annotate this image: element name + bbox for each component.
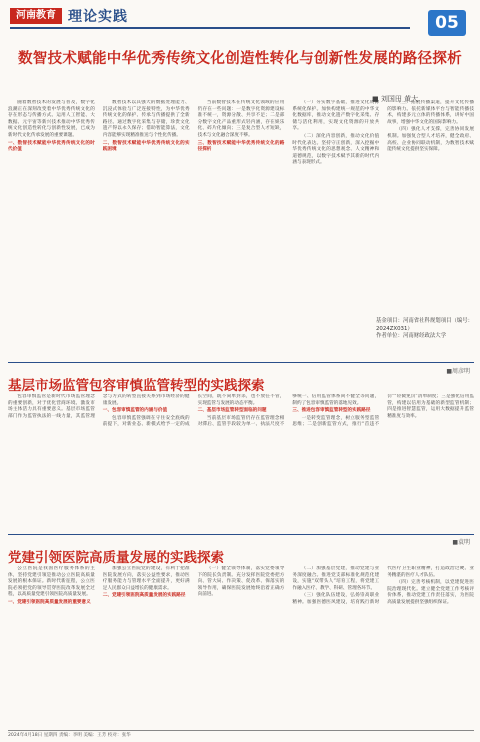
header-rule — [10, 27, 410, 29]
article1-title: 数智技术赋能中华优秀传统文化创造性转化与创新性发展的路径探析 — [18, 51, 462, 67]
article3-title: 党建引领医院高质量发展的实践探索 — [8, 550, 224, 566]
section-divider — [8, 362, 474, 363]
article2-source: ■周彦明 — [446, 368, 470, 375]
paragraph: （一）健全领导体制，落实党委领导下的院长负责制。充分发挥医院党委把方向、管大局、作决策、促改革、保落实的领导作用，确保医院发展始终沿着正确方向前进。 — [197, 566, 285, 598]
paragraph: 数智技术以其强大的数据处理能力、沉浸式体验与广泛连接特性，为中华优秀传统文化的保护、传承与传播提供了全新路径。通过数字化采集与存储，珍贵文化遗产得以永久保存；借助智能算法，文化内容能够实现精准推送与个性化传播。 — [102, 100, 190, 138]
subheading: 一、数智技术赋能中华优秀传统文化的时代价值 — [8, 140, 95, 153]
masthead — [0, 0, 480, 40]
newspaper-logo: 河南教育 — [10, 8, 62, 24]
paragraph: 一是转变监管理念，树立服务型监管思维；二是创新监管方式，推行“首违不罚”“轻微免罚”清单制度；三是强化信用监管，构建以信用为基础的新型监管机制；四是推进智慧监管，运用大数据提升监管精准度与效率。 — [292, 394, 474, 428]
article3-body — [8, 566, 474, 726]
section-title: 理论实践 — [68, 9, 128, 25]
subheading: 三、推进包容审慎监管转型的实践路径 — [292, 408, 371, 414]
paragraph: 包容审慎监管是新时代市场监管理念的重要创新，对于优化营商环境、激发市场主体活力具有重要意义。基层市场监管部门作为监管执法的一线力量，其监管理念与方式的转型直接关系到市场经济的健康发展。 — [8, 394, 190, 419]
subheading: 二、基层市场监管转型面临的问题 — [197, 408, 267, 414]
paragraph: 公立医院是我国医疗服务体系的主体，坚持党建引领是推动公立医院高质量发展的根本保证。新时代新征程，公立医院必须把党的领导贯穿医院改革发展全过程，以高质量党建引领医院高质量发展。 — [8, 566, 95, 598]
article1-body — [8, 100, 474, 348]
paragraph: （一）夯实数字基础，推进文化资源系统化保护。加快构建统一规范的中华文化数据库，推动文化遗产数字化采集、存储与活化利用，实现文化资源的开放共享。 — [292, 100, 380, 132]
paragraph: （二）加强基层党建，推动党建与业务深度融合。推进党支部标准化规范化建设，实施“双带头人”培育工程，将党建工作融入医疗、教学、科研、管理各环节。 — [292, 566, 380, 591]
paragraph: 加强公立医院党的建设，有利于把准医院发展方向，落实公益性要求，推动医疗服务能力与管理水平全面提升，更好满足人民群众日益增长的健康需求。 — [102, 566, 190, 591]
article1-author: ■ 刘国田 黄大 — [372, 95, 419, 103]
info-line: 基金项目：河南省社科规划项目（编号：2024ZX031） — [376, 318, 474, 332]
paragraph: （四）完善考核机制，以党建促进医院治理现代化。建立健全党建工作考核评价体系，推动党建工作责任落实，为医院高质量发展提供坚强组织保证。 — [387, 580, 474, 605]
info-line: 作者单位：河南财经政法大学 — [376, 333, 447, 340]
section-divider — [8, 534, 474, 535]
paragraph: （三）强化队伍建设，弘扬崇高职业精神。加强医德医风建设，培育践行新时代医疗卫生职业精神，打造政治过硬、业务精湛的医疗人才队伍。 — [292, 566, 474, 605]
paragraph: （二）深化内容创新，推动文化价值时代化表达。坚持守正创新，深入挖掘中华优秀传统文化的思想观念、人文精神和道德规范，以数字技术赋予其新的时代内涵与表现形式。 — [292, 133, 380, 166]
paragraph: 当前基层市场监管仍存在监管理念相对滞后、监管手段较为单一、执法尺度不够统一、信用监管体系尚不健全等问题，制约了包容审慎监管的落地见效。 — [197, 394, 380, 428]
paragraph: （三）拓展传播渠道，提升文化传播的影响力。依托新媒体平台与智能传播技术，构建多元立体的传播体系，讲好中国故事，增强中华文化的国际影响力。 — [387, 100, 474, 125]
paragraph: 包容审慎监管强调在守住安全底线的前提下，对新业态、新模式给予一定的成长空间，既不简单封杀，也不放任不管，实现监管与发展的动态平衡。 — [102, 394, 285, 428]
paragraph: 当前数智技术在传统文化领域的应用仍存在一些问题：一是数字化资源建设标准不统一，资源分散、共享不足；二是部分数字文化产品重形式轻内涵，存在娱乐化、碎片化倾向；三是复合型人才短缺，技术与文化融合深度不够。 — [197, 100, 285, 138]
subheading: 一、包容审慎监管的内涵与价值 — [102, 408, 168, 414]
subheading: 三、数智技术赋能中华优秀传统文化的路径探析 — [197, 140, 285, 153]
subheading: 二、数智技术赋能中华优秀传统文化的实践困境 — [102, 140, 190, 153]
article3-source: ■袁明 — [452, 539, 470, 546]
page-number: 05 — [435, 13, 459, 33]
page-footer: 2024年4月18日 星期四 责编：李明 美编：王芳 校对：张华 — [8, 730, 474, 740]
subheading: 一、党建引领医院高质量发展的重要意义 — [8, 599, 91, 605]
article2-title: 基层市场监管包容审慎监管转型的实践探索 — [8, 378, 265, 394]
paragraph: 随着数智技术的发展与普及，数字化浪潮正在深刻改变着中华优秀传统文化的存在形态与传播方式。运用人工智能、大数据、元宇宙等新兴技术推动中华优秀传统文化创造性转化与创新性发展，已成为新时代文化传承发展的重要课题。 — [8, 100, 95, 138]
paragraph: （四）强化人才支撑，完善协同发展机制。加强复合型人才培养，健全政府、高校、企业协同联动机制，为数智技术赋能传统文化提供坚实保障。 — [387, 127, 474, 153]
article1-info — [376, 318, 474, 358]
subheading: 二、党建引领医院高质量发展的实践路径 — [102, 593, 186, 599]
article2-body — [8, 394, 474, 530]
